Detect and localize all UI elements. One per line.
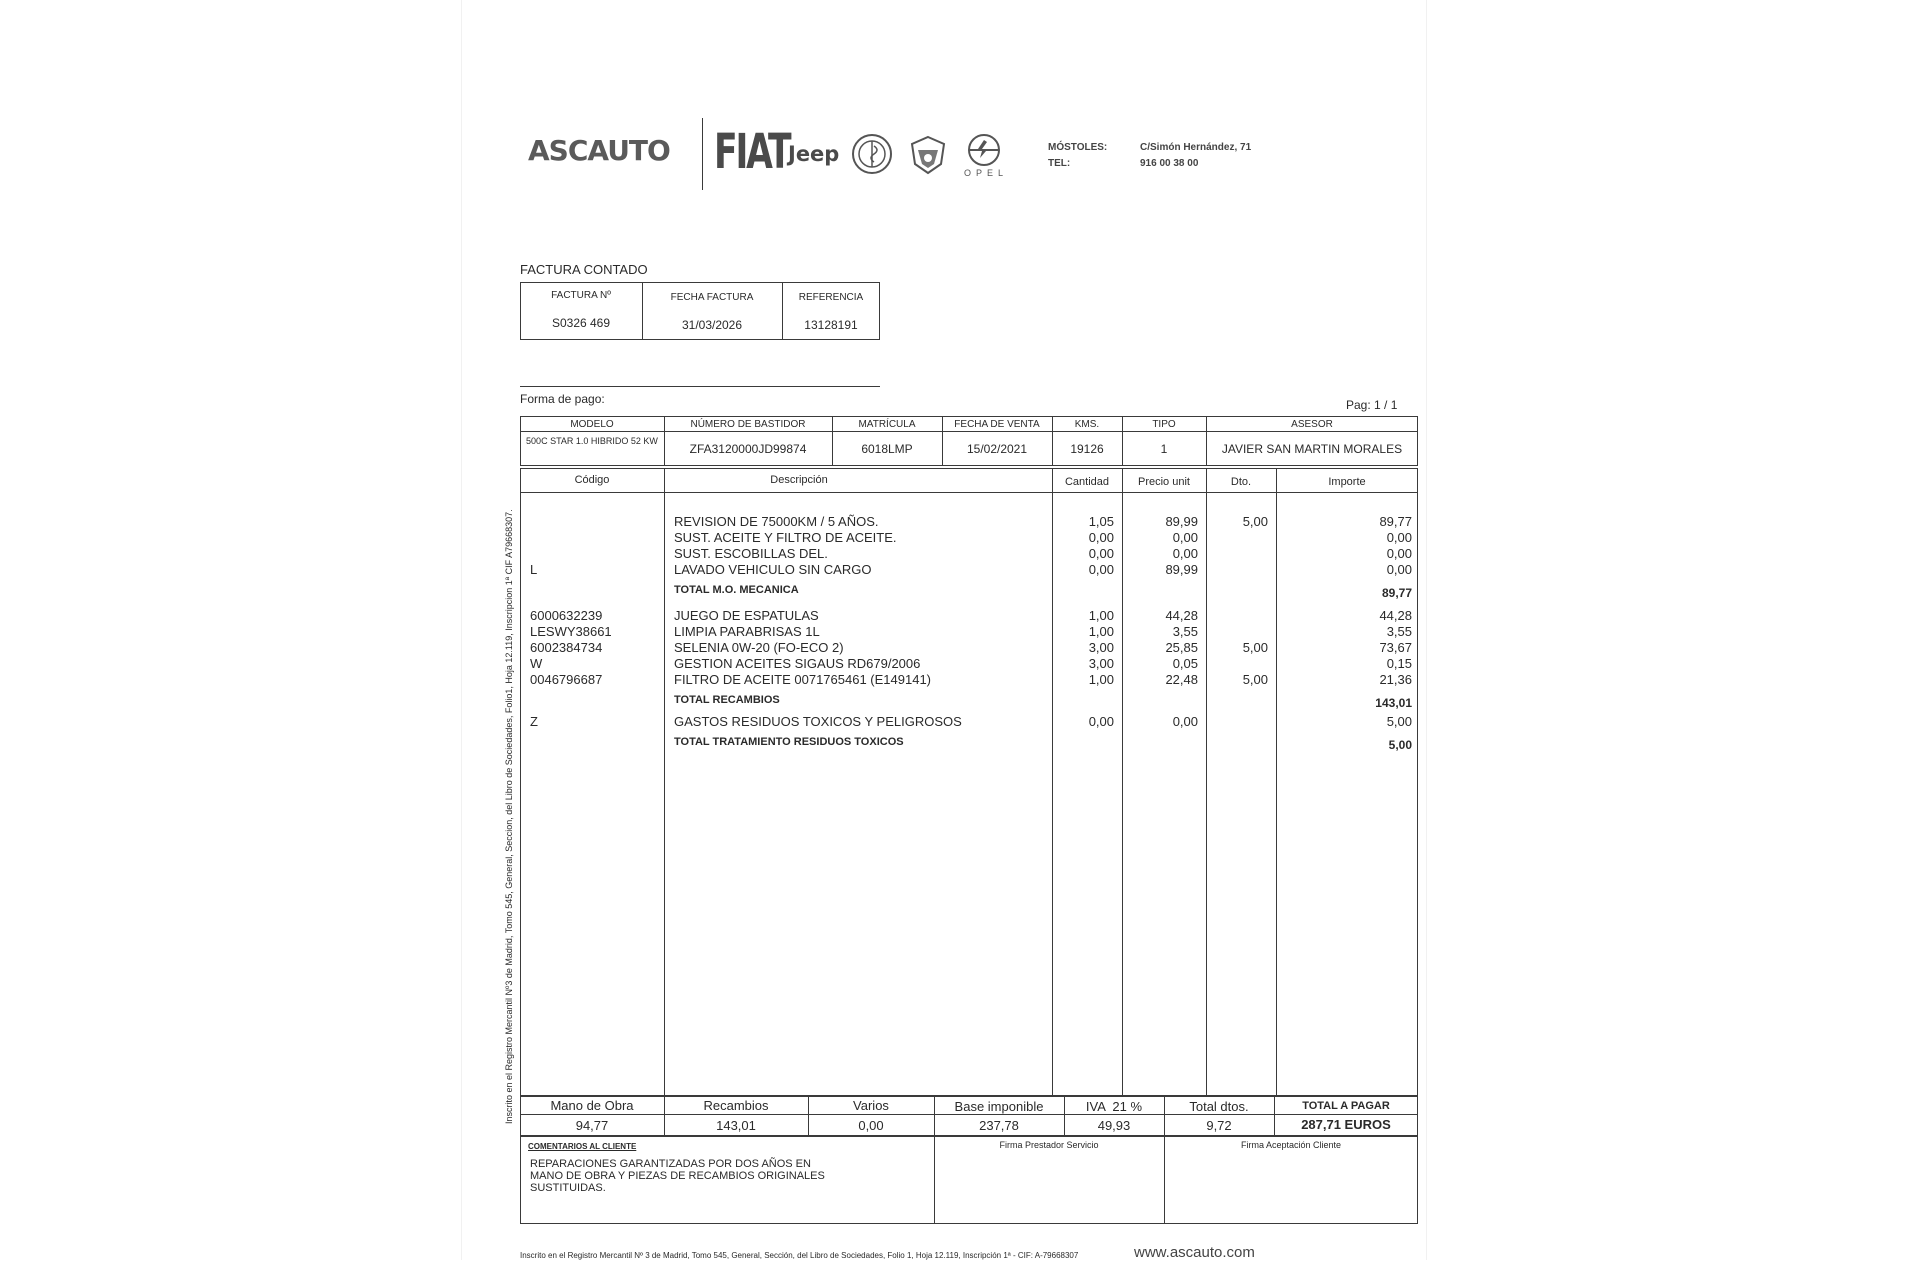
table-row-discount	[1208, 608, 1268, 624]
total-to-pay-value: 287,71 EUROS	[1301, 1117, 1391, 1132]
table-row-discount	[1208, 546, 1268, 562]
jeep-logo: Jeep	[788, 142, 840, 166]
code-column-group3	[530, 714, 660, 730]
col-header-discount: Dto.	[1230, 476, 1252, 488]
table-row-code	[530, 514, 660, 530]
table-row-code	[530, 530, 660, 546]
invoice-type: FACTURA CONTADO	[520, 262, 648, 277]
invoice-page	[462, 0, 1426, 1260]
table-row-amount: 5,00	[1386, 714, 1412, 729]
table-row-code: 6000632239	[530, 608, 603, 623]
dto-column-group3	[1208, 714, 1268, 730]
total-discounts-value: 9,72	[1206, 1118, 1232, 1133]
dto-column-group1	[1208, 514, 1268, 578]
payment-rule	[520, 386, 880, 387]
tax-base-value: 237,78	[979, 1118, 1019, 1133]
price-column-group3	[1124, 714, 1198, 730]
table-row-unit-price: 44,28	[1165, 608, 1198, 623]
table-row-amount: 0,00	[1386, 562, 1412, 577]
table-row-unit-price: 89,99	[1165, 562, 1198, 577]
subtotal-waste-label: TOTAL TRATAMIENTO RESIDUOS TOXICOS	[674, 736, 904, 748]
col-header-unit-price: Precio unit	[1138, 476, 1190, 488]
table-row-amount: 44,28	[1379, 608, 1412, 623]
col-header-code: Código	[574, 474, 610, 486]
table-row-amount: 21,36	[1379, 672, 1412, 687]
table-row-discount: 5,00	[1242, 640, 1268, 655]
invoice-number-label: FACTURA Nº	[551, 290, 611, 301]
table-row-quantity: 3,00	[1088, 640, 1114, 655]
table-row-description: SELENIA 0W-20 (FO-ECO 2)	[674, 640, 844, 655]
table-row-quantity: 3,00	[1088, 656, 1114, 671]
vehicle-vin-header: NÚMERO DE BASTIDOR	[690, 419, 806, 430]
subtotal-labour-value: 89,77	[1381, 586, 1412, 600]
vehicle-advisor: JAVIER SAN MARTIN MORALES	[1221, 442, 1403, 456]
vat-label: IVA 21 %	[1085, 1099, 1143, 1114]
logo-divider	[702, 118, 703, 190]
table-row-code: LESWY38661	[530, 624, 612, 639]
footer-website-link[interactable]: www.ascauto.com	[1134, 1244, 1255, 1261]
vehicle-type-header: TIPO	[1152, 419, 1176, 430]
phone-number: 916 00 38 00	[1140, 158, 1199, 169]
table-row-amount: 3,55	[1386, 624, 1412, 639]
subtotal-waste-value: 5,00	[1388, 738, 1412, 752]
total-parts-value: 143,01	[716, 1118, 756, 1133]
desc-column-group1	[674, 514, 1048, 578]
code-column-group1	[530, 514, 660, 578]
table-row-discount	[1208, 714, 1268, 730]
vat-value: 49,93	[1097, 1118, 1131, 1133]
table-row-code	[530, 546, 660, 562]
table-row-quantity: 0,00	[1088, 714, 1114, 729]
table-row-quantity: 1,00	[1088, 608, 1114, 623]
qty-column-group2	[1054, 608, 1114, 688]
tel-label: TEL:	[1048, 158, 1071, 169]
table-row-description: REVISION DE 75000KM / 5 AÑOS.	[674, 514, 879, 529]
code-column-group2	[530, 608, 660, 688]
col-header-amount: Importe	[1328, 476, 1366, 488]
table-row-code: W	[530, 656, 543, 671]
comment-line: REPARACIONES GARANTIZADAS POR DOS AÑOS EN	[530, 1158, 811, 1170]
comments-text	[530, 1158, 825, 1194]
desc-column-group2	[674, 608, 1048, 688]
address-text: C/Simón Hernández, 71	[1140, 142, 1252, 153]
table-row-quantity: 0,00	[1088, 546, 1114, 561]
vehicle-kms: 19126	[1070, 442, 1104, 456]
invoice-date-label: FECHA FACTURA	[670, 292, 754, 303]
table-row-unit-price: 0,00	[1172, 714, 1198, 729]
alfa-romeo-emblem-icon	[850, 132, 894, 176]
table-row-code: L	[530, 562, 538, 577]
city-label: MÓSTOLES:	[1048, 142, 1108, 153]
total-discounts-label: Total dtos.	[1189, 1099, 1249, 1114]
fiat-logo: FIAT	[714, 124, 790, 180]
table-row-unit-price: 0,05	[1172, 656, 1198, 671]
table-row-discount	[1208, 656, 1268, 672]
abarth-emblem-icon	[908, 134, 948, 176]
table-row-quantity: 1,00	[1088, 672, 1114, 687]
subtotal-labour-label: TOTAL M.O. MECANICA	[674, 584, 799, 596]
invoice-reference: 13128191	[804, 318, 858, 332]
table-row-unit-price: 22,48	[1165, 672, 1198, 687]
table-row-amount: 73,67	[1379, 640, 1412, 655]
amount-column-group2	[1278, 608, 1412, 688]
amount-column-group3	[1278, 714, 1412, 730]
table-row-amount: 89,77	[1379, 514, 1412, 529]
table-row-amount: 0,15	[1386, 656, 1412, 671]
table-row-code: 6002384734	[530, 640, 603, 655]
vehicle-sale-date: 15/02/2021	[966, 442, 1028, 456]
table-row-quantity: 1,00	[1088, 624, 1114, 639]
col-header-quantity: Cantidad	[1064, 476, 1110, 488]
table-row-description: LAVADO VEHICULO SIN CARGO	[674, 562, 872, 577]
table-row-unit-price: 3,55	[1172, 624, 1198, 639]
price-column-group2	[1124, 608, 1198, 688]
table-row-description: LIMPIA PARABRISAS 1L	[674, 624, 820, 639]
table-row-amount: 0,00	[1386, 546, 1412, 561]
table-row-code: 0046796687	[530, 672, 603, 687]
opel-emblem-icon	[966, 132, 1002, 168]
amount-column-group1	[1278, 514, 1412, 578]
table-row-description: SUST. ESCOBILLAS DEL.	[674, 546, 828, 561]
comments-label: COMENTARIOS AL CLIENTE	[528, 1142, 637, 1151]
vehicle-vin: ZFA3120000JD99874	[689, 442, 807, 456]
table-row-description: JUEGO DE ESPATULAS	[674, 608, 819, 623]
qty-column-group1	[1054, 514, 1114, 578]
table-row-unit-price: 25,85	[1165, 640, 1198, 655]
registry-side-text: Inscrito en el Registro Mercantil Nº3 de Madrid, Tomo 545, General, Seccion, del Libro de Sociedades, Folio1, Hoja 12.119, Inscripcion 1ª CIF A79668307.	[504, 509, 514, 1124]
table-row-quantity: 1,05	[1088, 514, 1114, 529]
table-row-discount: 5,00	[1242, 514, 1268, 529]
table-row-discount	[1208, 624, 1268, 640]
vehicle-advisor-header: ASESOR	[1291, 419, 1333, 430]
subtotal-parts-value: 143,01	[1375, 696, 1412, 710]
desc-column-group3	[674, 714, 1048, 730]
comment-line: MANO DE OBRA Y PIEZAS DE RECAMBIOS ORIGINALES	[530, 1170, 825, 1182]
vehicle-model-header: MODELO	[570, 419, 614, 430]
total-misc-label: Varios	[853, 1098, 889, 1113]
total-to-pay-label: TOTAL A PAGAR	[1302, 1100, 1390, 1112]
vehicle-sale-date-header: FECHA DE VENTA	[954, 419, 1040, 430]
col-header-description: Descripción	[770, 474, 828, 486]
client-signature-label: Firma Aceptación Cliente	[1240, 1140, 1342, 1150]
subtotal-parts-label: TOTAL RECAMBIOS	[674, 694, 780, 706]
total-misc-value: 0,00	[858, 1118, 884, 1133]
table-row-description: GASTOS RESIDUOS TOXICOS Y PELIGROSOS	[674, 714, 962, 729]
total-labour-value: 94,77	[575, 1118, 609, 1133]
table-row-code: Z	[530, 714, 538, 729]
table-row-unit-price: 0,00	[1172, 546, 1198, 561]
comment-line: SUSTITUIDAS.	[530, 1182, 606, 1194]
invoice-date: 31/03/2026	[681, 318, 743, 332]
invoice-ref-label: REFERENCIA	[798, 292, 864, 303]
provider-signature-label: Firma Prestador Servicio	[999, 1140, 1099, 1150]
table-row-discount: 5,00	[1242, 672, 1268, 687]
total-labour-label: Mano de Obra	[550, 1098, 634, 1113]
table-row-description: SUST. ACEITE Y FILTRO DE ACEITE.	[674, 530, 897, 545]
tax-base-label: Base imponible	[954, 1099, 1044, 1114]
table-row-discount	[1208, 562, 1268, 578]
qty-column-group3	[1054, 714, 1114, 730]
vehicle-plate: 6018LMP	[861, 442, 913, 456]
opel-wordmark: OPEL	[964, 168, 1009, 178]
price-column-group1	[1124, 514, 1198, 578]
table-row-amount: 0,00	[1386, 530, 1412, 545]
dto-column-group2	[1208, 608, 1268, 688]
vehicle-type: 1	[1160, 442, 1168, 456]
table-row-description: FILTRO DE ACEITE 0071765461 (E149141)	[674, 672, 932, 687]
vehicle-model: 500C STAR 1.0 HIBRIDO 52 KW	[526, 436, 658, 446]
table-row-unit-price: 89,99	[1165, 514, 1198, 529]
vehicle-kms-header: KMS.	[1074, 419, 1100, 430]
ascauto-logo: ASCAUTO	[528, 134, 670, 167]
table-row-quantity: 0,00	[1088, 562, 1114, 577]
payment-method-label: Forma de pago:	[520, 392, 605, 406]
vehicle-plate-header: MATRÍCULA	[858, 419, 916, 430]
table-row-description: GESTION ACEITES SIGAUS RD679/2006	[674, 656, 921, 671]
table-row-quantity: 0,00	[1088, 530, 1114, 545]
invoice-number: S0326 469	[551, 316, 611, 330]
table-row-unit-price: 0,00	[1172, 530, 1198, 545]
page-number: Pag: 1 / 1	[1346, 398, 1398, 412]
total-parts-label: Recambios	[703, 1098, 769, 1113]
footer-registry-text: Inscrito en el Registro Mercantil Nº 3 de Madrid, Tomo 545, General, Sección, del Libro de Sociedades, Folio 1, Hoja 12.119, Inscripción 1ª - CIF: A-79668307	[520, 1251, 1079, 1260]
table-row-discount	[1208, 530, 1268, 546]
